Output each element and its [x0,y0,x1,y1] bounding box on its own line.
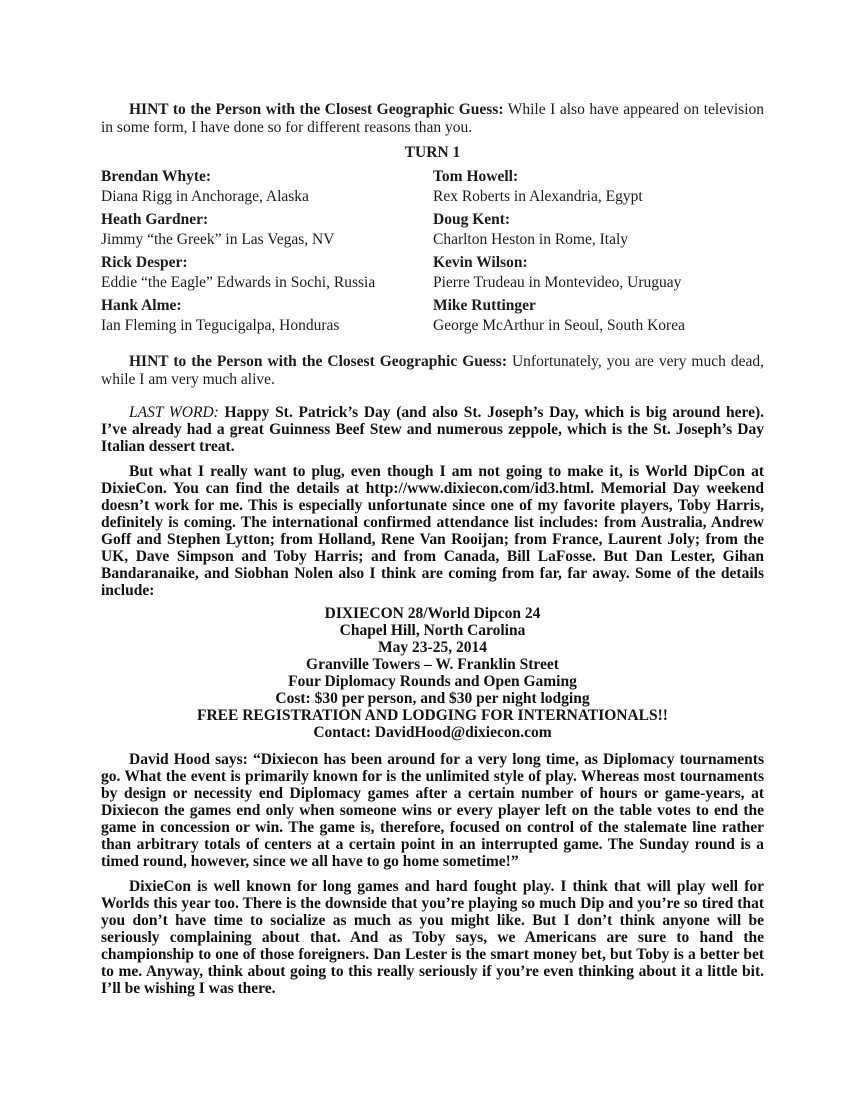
player-entry [101,167,433,207]
player-entry [101,253,433,293]
player-entry [433,167,764,207]
player-entry [433,296,764,336]
player-entry [101,210,433,250]
player-name: Doug Kent: [433,211,511,228]
event-detail-line: Cost: $30 per person, and $30 per night lodging [275,690,590,707]
turn-1-heading: TURN 1 [404,144,461,161]
player-guess: Eddie “the Eagle” Edwards in Sochi, Russia [101,274,376,291]
player-guess: Pierre Trudeau in Montevideo, Uruguay [433,274,682,291]
hint1-paragraph [101,101,764,137]
last-word-text: Happy St. Patrick’s Day (and also St. Joseph’s Day, which is big around here). I’ve already had a great Guinness Beef Stew and numerous zeppole, which is the St. Joseph’s Day Italian dessert treat. [101,404,764,455]
event-detail-line: May 23-25, 2014 [378,639,487,656]
player-guess: Charlton Heston in Rome, Italy [433,231,629,248]
turn-entries-grid [101,167,764,339]
event-detail-line: Four Diplomacy Rounds and Open Gaming [288,673,577,690]
event-detail-line: Chapel Hill, North Carolina [339,622,526,639]
closing-paragraph: DixieCon is well known for long games and hard fought play. I think that will play well for Worlds this year too. There is the downside that you’re playing so much Dip and you’re so tired that you don’t have time to socialize as much as you might like. But I don’t think anyone will be seriously complaining about that. And as Toby says, we Americans are sure to hand the championship to one of those foreigners. Dan Lester is the smart money bet, but Toby is a better bet to me. Anyway, think about going to this really seriously if you’re even thinking about it a little bit. I’ll be wishing I was there. [101,878,764,997]
player-name: Mike Ruttinger [433,297,536,314]
player-entry [101,296,433,336]
hint1-text: While I also have appeared on television in some form, I have done so for different reasons than you. [101,101,764,136]
hint1-label: HINT to the Person with the Closest Geographic Guess: [129,101,504,118]
player-name: Tom Howell: [433,168,519,185]
hint2-text: Unfortunately, you are very much dead, while I am very much alive. [101,353,764,388]
page-content [101,101,764,997]
event-detail-line: Contact: DavidHood@dixiecon.com [313,724,552,741]
player-guess: George McArthur in Seoul, South Korea [433,317,685,334]
event-detail-line: DIXIECON 28/World Dipcon 24 [324,605,541,622]
last-word-label: LAST WORD: [129,404,219,421]
player-name: Brendan Whyte: [101,168,212,185]
player-guess: Rex Roberts in Alexandria, Egypt [433,188,643,205]
hint2-label: HINT to the Person with the Closest Geographic Guess: [129,353,507,370]
player-name: Rick Desper: [101,254,188,271]
player-guess: Jimmy “the Greek” in Las Vegas, NV [101,231,335,248]
david-hood-paragraph: David Hood says: “Dixiecon has been around for a very long time, as Diplomacy tournaments go. What the event is primarily known for is the unlimited style of play. Whereas most tournaments by design or necessity end Diplomacy games after a certain number of hours or game-years, at Dixiecon the games end only when someone wins or every player left on the table votes to end the game in concession or win. The game is, therefore, focused on control of the stalemate line rather than arbitrary totals of centers at a certain point in an interrupted game. The Sunday round is a timed round, however, since we all have to go home sometime!” [101,751,764,870]
last-word-paragraph [101,404,764,455]
event-detail-line: FREE REGISTRATION AND LODGING FOR INTERNATIONALS!! [197,707,668,724]
player-name: Kevin Wilson: [433,254,528,271]
player-name: Heath Gardner: [101,211,209,228]
event-detail-line: Granville Towers – W. Franklin Street [306,656,559,673]
player-guess: Ian Fleming in Tegucigalpa, Honduras [101,317,340,334]
dipcon-plug-paragraph: But what I really want to plug, even though I am not going to make it, is World DipCon at DixieCon. You can find the details at http://www.dixiecon.com/id3.html. Memorial Day weekend doesn’t work for me. This is especially unfortunate since one of my favorite players, Toby Harris, definitely is coming. The international confirmed attendance list includes: from Australia, Andrew Goff and Stephen Lytton; from Holland, Rene Van Rooijan; from France, Laurent Joly; from the UK, Dave Simpson and Toby Harris; and from Canada, Bill LaFosse. But Dan Lester, Gihan Bandaranaike, and Siobhan Nolen also I think are coming from far, far away. Some of the details include: [101,463,764,599]
dixiecon-event-block [101,605,764,741]
player-guess: Diana Rigg in Anchorage, Alaska [101,188,309,205]
player-entry [433,210,764,250]
player-entry [433,253,764,293]
player-name: Hank Alme: [101,297,182,314]
hint2-paragraph [101,353,764,389]
